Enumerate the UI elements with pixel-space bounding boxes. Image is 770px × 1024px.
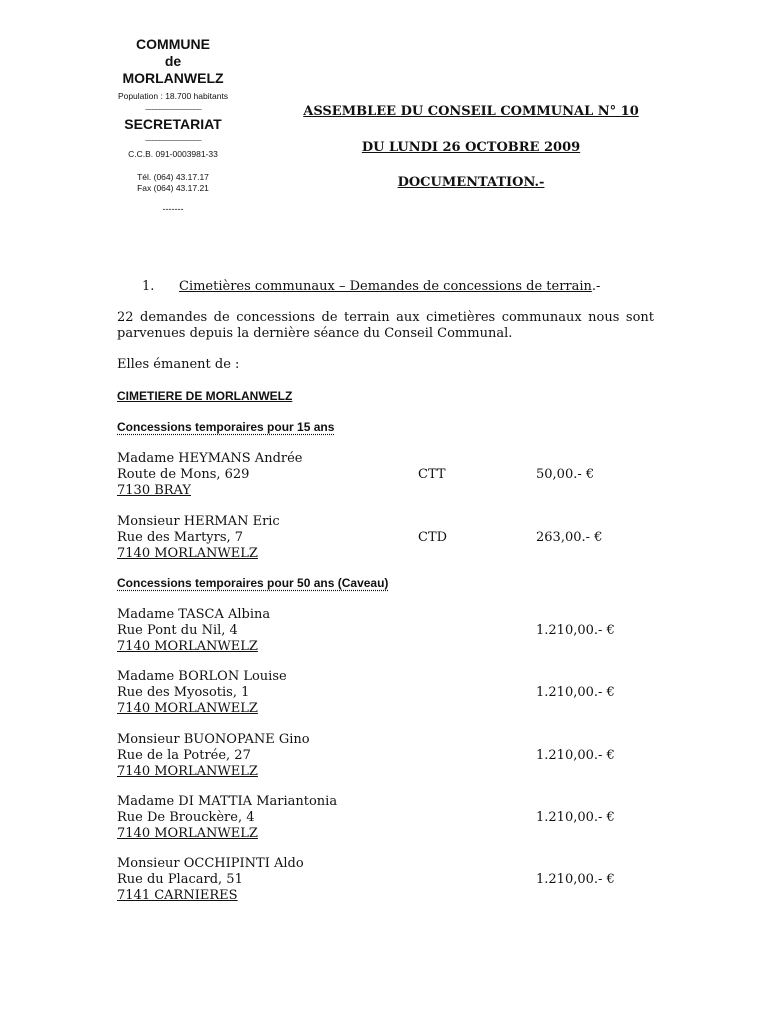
applicant-name: Monsieur OCCHIPINTI Aldo xyxy=(117,856,304,871)
secretariat-label: SECRETARIAT xyxy=(124,116,222,132)
group-heading-50-years: Concessions temporaires pour 50 ans (Caveau) xyxy=(117,576,389,590)
section-heading xyxy=(142,279,600,294)
divider: ________________ xyxy=(145,101,201,110)
concession-entry xyxy=(117,669,657,717)
section-title-suffix: .- xyxy=(591,279,601,294)
applicant-street: Rue du Placard, 51 xyxy=(117,872,243,887)
emanent-label: Elles émanent de : xyxy=(117,357,240,372)
concession-code: CTT xyxy=(418,467,446,482)
documentation-label: DOCUMENTATION xyxy=(397,175,535,190)
applicant-street: Rue De Brouckère, 4 xyxy=(117,810,255,825)
applicant-city: 7140 MORLANWELZ xyxy=(117,764,258,779)
concession-amount: 1.210,00.- € xyxy=(536,623,615,638)
cemetery-heading: CIMETIERE DE MORLANWELZ xyxy=(117,389,293,403)
concession-entry xyxy=(117,607,657,655)
concession-code: CTD xyxy=(418,530,448,545)
applicant-name: Monsieur HERMAN Eric xyxy=(117,514,280,529)
applicant-street: Rue Pont du Nil, 4 xyxy=(117,623,238,638)
concession-entry xyxy=(117,514,657,562)
documentation-suffix: .- xyxy=(534,175,545,190)
applicant-street: Rue de la Potrée, 27 xyxy=(117,748,251,763)
concession-amount: 263,00.- € xyxy=(536,530,603,545)
fax-number: Fax (064) 43.17.21 xyxy=(137,183,209,193)
applicant-name: Madame HEYMANS Andrée xyxy=(117,451,303,466)
applicant-street: Rue des Martyrs, 7 xyxy=(117,530,244,545)
commune-de: de xyxy=(164,53,182,69)
bank-account: C.C.B. 091-0003981-33 xyxy=(128,149,218,159)
letterhead xyxy=(100,36,246,214)
applicant-street: Rue des Myosotis, 1 xyxy=(117,685,250,700)
divider: ________________ xyxy=(145,132,201,141)
section-title: Cimetières communaux – Demandes de concessions de terrain xyxy=(179,279,592,294)
concession-entry xyxy=(117,732,657,780)
documentation-title xyxy=(290,175,652,190)
applicant-name: Madame TASCA Albina xyxy=(117,607,271,622)
applicant-city: 7140 MORLANWELZ xyxy=(117,546,258,561)
commune-name: MORLANWELZ xyxy=(122,70,224,86)
group-heading-15-years: Concessions temporaires pour 15 ans xyxy=(117,420,335,434)
concession-entry xyxy=(117,451,657,499)
applicant-name: Monsieur BUONOPANE Gino xyxy=(117,732,310,747)
applicant-name: Madame BORLON Louise xyxy=(117,669,287,684)
applicant-city: 7140 MORLANWELZ xyxy=(117,701,258,716)
applicant-city: 7140 MORLANWELZ xyxy=(117,826,258,841)
applicant-street: Route de Mons, 629 xyxy=(117,467,250,482)
intro-paragraph: 22 demandes de concessions de terrain aux cimetières communaux nous sont parvenues depuis la dernière séance du Conseil Communal. xyxy=(117,310,654,341)
meeting-date: DU LUNDI 26 OCTOBRE 2009 xyxy=(361,140,581,155)
section-number: 1. xyxy=(142,279,155,294)
applicant-name: Madame DI MATTIA Mariantonia xyxy=(117,794,338,809)
population: Population : 18.700 habitants xyxy=(117,91,229,101)
concession-amount: 1.210,00.- € xyxy=(536,810,615,825)
concession-amount: 50,00.- € xyxy=(536,467,595,482)
concession-amount: 1.210,00.- € xyxy=(536,748,615,763)
concession-amount: 1.210,00.- € xyxy=(536,685,615,700)
applicant-city: 7130 BRAY xyxy=(117,483,192,498)
separator-dashes: ------- xyxy=(162,204,184,214)
applicant-city: 7140 MORLANWELZ xyxy=(117,639,258,654)
phone-number: Tél. (064) 43.17.17 xyxy=(137,172,209,182)
commune-label: COMMUNE xyxy=(136,36,210,52)
concession-entry xyxy=(117,856,657,904)
concession-entry xyxy=(117,794,657,842)
concession-amount: 1.210,00.- € xyxy=(536,872,615,887)
assembly-title: ASSEMBLEE DU CONSEIL COMMUNAL N° 10 xyxy=(303,104,639,119)
applicant-city: 7141 CARNIERES xyxy=(117,888,238,903)
